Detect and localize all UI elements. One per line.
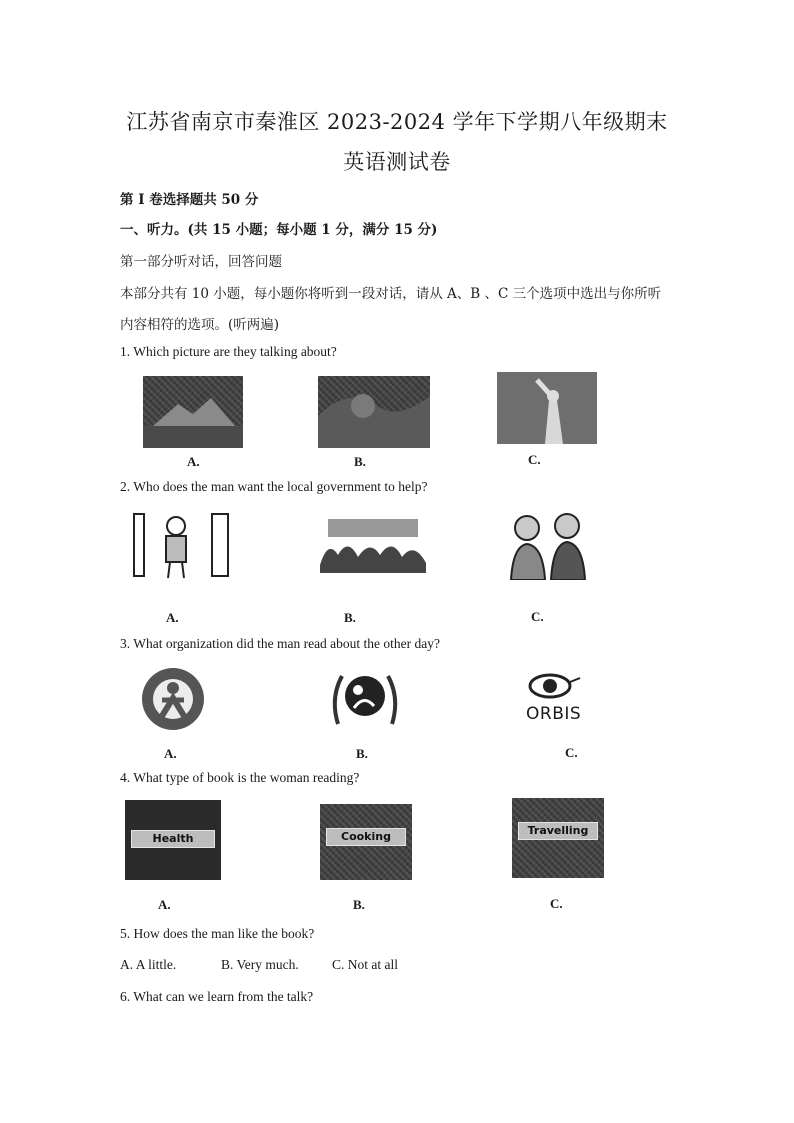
statue-of-liberty-icon <box>497 372 597 444</box>
q1-picture-b <box>318 376 430 448</box>
q3-option-c-label: C. <box>565 745 578 760</box>
q1-picture-a <box>143 376 243 448</box>
child-charity-logo-icon <box>140 666 206 732</box>
q1-option-b-label: B. <box>354 454 366 469</box>
listening-title: 一、听力。(共 15 小题；每小题 1 分，满分 15 分) <box>120 222 438 238</box>
q2-picture-c <box>505 508 591 580</box>
question-3: 3. What organization did the man read about the other day? <box>120 636 441 651</box>
orbis-logo-text: ORBIS <box>526 704 582 724</box>
boy-by-door-icon <box>130 510 234 580</box>
q4-book-c <box>512 798 604 878</box>
q3-logo-a <box>140 666 206 732</box>
question-1: 1. Which picture are they talking about? <box>120 344 337 359</box>
q5-answer-a: A. A little. <box>120 957 177 972</box>
q4-option-c-label: C. <box>550 896 563 911</box>
two-people-talking-icon <box>505 508 591 580</box>
part-title: 第 I 卷选择题共 50 分 <box>120 192 259 208</box>
listening-subtitle: 第一部分听对话，回答问题 <box>120 254 282 270</box>
unicef-logo-icon <box>328 664 402 732</box>
instruction-line2: 内容相符的选项。(听两遍) <box>120 317 280 333</box>
q2-picture-b <box>318 515 428 573</box>
q1-picture-c <box>497 372 597 444</box>
mountain-landscape-icon <box>143 376 243 448</box>
question-2: 2. Who does the man want the local government to help? <box>120 479 428 494</box>
q4-book-b <box>320 804 412 880</box>
crowd-of-people-icon <box>318 515 428 573</box>
book-title-cooking: Cooking <box>326 828 406 846</box>
q2-option-b-label: B. <box>344 610 356 625</box>
q1-option-a-label: A. <box>187 454 200 469</box>
book-title-health: Health <box>131 830 215 848</box>
q2-option-c-label: C. <box>531 609 544 624</box>
q2-option-a-label: A. <box>166 610 179 625</box>
exam-title-line1: 江苏省南京市秦淮区 2023-2024 学年下学期八年级期末 <box>126 110 668 134</box>
q5-answer-c: C. Not at all <box>332 957 398 972</box>
exam-title-line2: 英语测试卷 <box>343 150 451 174</box>
q3-logo-b <box>328 664 402 732</box>
q4-option-b-label: B. <box>353 897 365 912</box>
q3-option-b-label: B. <box>356 746 368 761</box>
question-5: 5. How does the man like the book? <box>120 926 315 941</box>
q1-option-c-label: C. <box>528 452 541 467</box>
instruction-line1: 本部分共有 10 小题，每小题你将听到一段对话，请从 A、B 、C 三个选项中选出与你所听 <box>120 286 662 302</box>
q4-option-a-label: A. <box>158 897 171 912</box>
book-title-travelling: Travelling <box>518 822 598 840</box>
q4-book-a <box>125 800 221 880</box>
q2-picture-a <box>130 510 234 580</box>
q5-answer-b: B. Very much. <box>221 957 299 972</box>
cliff-landscape-icon <box>318 376 430 448</box>
q3-option-a-label: A. <box>164 746 177 761</box>
q3-logo-c <box>522 670 586 726</box>
question-6: 6. What can we learn from the talk? <box>120 989 314 1004</box>
question-4: 4. What type of book is the woman reading? <box>120 770 360 785</box>
